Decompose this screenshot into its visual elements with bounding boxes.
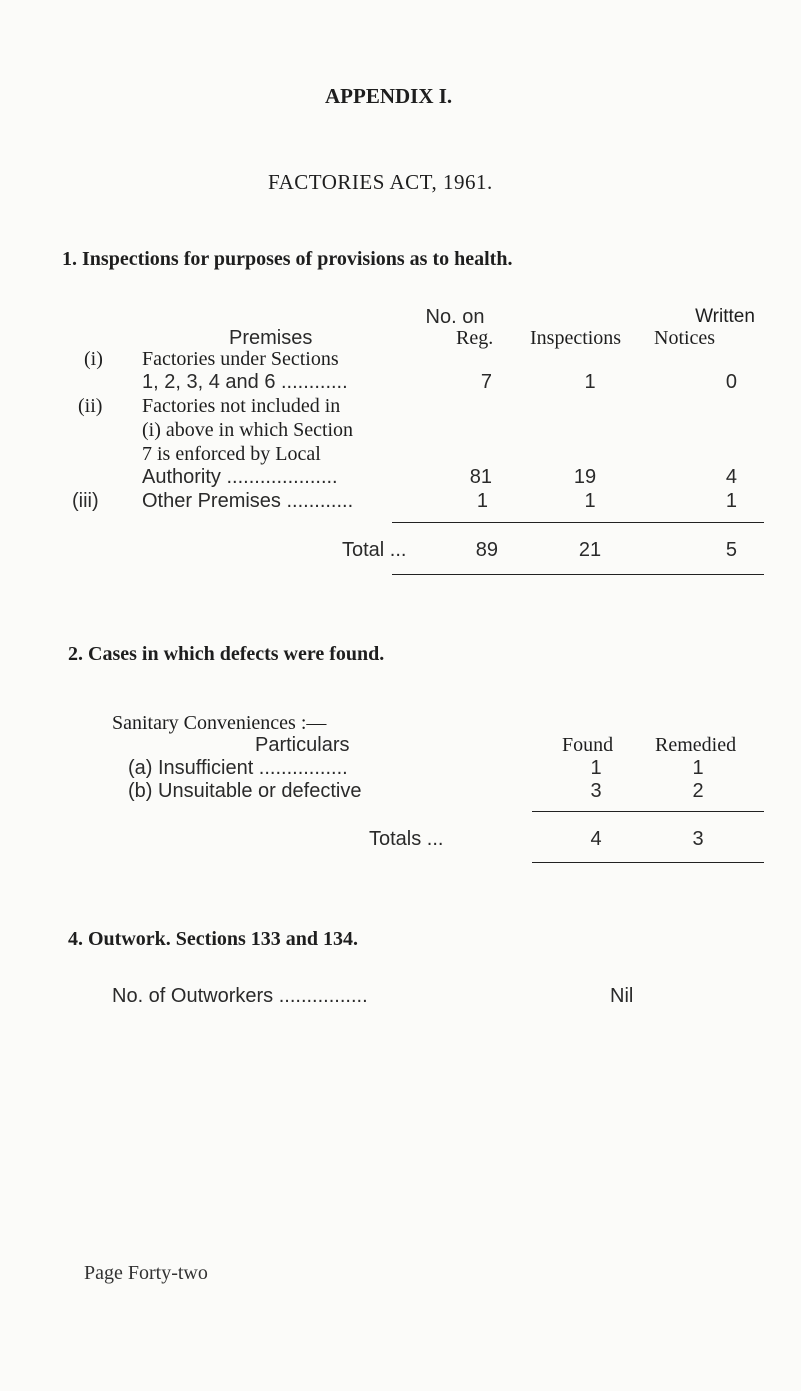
row-inspections-value: 19 bbox=[573, 466, 597, 488]
row-label-line: (i) above in which Section bbox=[142, 419, 354, 441]
col-remedied: Remedied bbox=[655, 734, 737, 756]
defect-row-remedied: 2 bbox=[692, 780, 704, 802]
col-written-line1: Written bbox=[695, 306, 755, 327]
row-reg-value: 1 bbox=[476, 490, 488, 512]
totals-bottom-rule bbox=[532, 862, 764, 863]
total-reg: 89 bbox=[475, 539, 498, 561]
defect-row-found: 3 bbox=[590, 780, 602, 802]
col-inspections: Inspections bbox=[530, 327, 622, 349]
row-notices-value: 4 bbox=[725, 466, 737, 488]
row-label-line: 1, 2, 3, 4 and 6 ............ bbox=[142, 371, 348, 393]
totals-label: Totals ... bbox=[369, 828, 444, 850]
row-notices-value: 1 bbox=[725, 490, 737, 512]
col-no-on-reg-line2: Reg. bbox=[456, 327, 494, 349]
totals-top-rule bbox=[532, 811, 764, 812]
defect-row-label: (a) Insufficient ................ bbox=[128, 757, 348, 779]
row-notices-value: 0 bbox=[725, 371, 737, 393]
row-label-line: Factories not included in bbox=[142, 395, 341, 417]
row-reg-value: 81 bbox=[469, 466, 492, 488]
total-top-rule bbox=[392, 522, 764, 523]
col-written-line2: Notices bbox=[654, 327, 716, 349]
total-bottom-rule bbox=[392, 574, 764, 575]
row-inspections-value: 1 bbox=[584, 490, 596, 512]
total-inspections: 21 bbox=[578, 539, 602, 561]
act-title: FACTORIES ACT, 1961. bbox=[268, 170, 493, 194]
section4-heading: 4. Outwork. Sections 133 and 134. bbox=[68, 928, 359, 950]
col-particulars: Particulars bbox=[255, 734, 350, 756]
section2-heading: 2. Cases in which defects were found. bbox=[68, 643, 385, 665]
row-label-line: Authority .................... bbox=[142, 466, 338, 488]
total-notices: 5 bbox=[725, 539, 737, 561]
row-number: (i) bbox=[84, 348, 103, 370]
defect-row-label: (b) Unsuitable or defective bbox=[128, 780, 362, 802]
total-label: Total ... bbox=[342, 539, 407, 561]
row-label-line: Factories under Sections bbox=[142, 348, 339, 370]
row-label-line: Other Premises ............ bbox=[142, 490, 354, 512]
defect-row-found: 1 bbox=[590, 757, 602, 779]
defect-row-remedied: 1 bbox=[692, 757, 704, 779]
section1-heading: 1. Inspections for purposes of provisions as to health. bbox=[62, 248, 513, 270]
page-footer: Page Forty-two bbox=[84, 1262, 208, 1284]
outworkers-label: No. of Outworkers ................ bbox=[112, 985, 368, 1007]
totals-remedied: 3 bbox=[692, 828, 704, 850]
outworkers-value: Nil bbox=[610, 985, 634, 1007]
row-number: (iii) bbox=[72, 490, 99, 512]
col-found: Found bbox=[562, 734, 614, 756]
col-premises: Premises bbox=[229, 327, 313, 349]
section2-subheading: Sanitary Conveniences :— bbox=[112, 712, 327, 734]
col-no-on-reg-line1: No. on bbox=[425, 306, 485, 328]
row-label-line: 7 is enforced by Local bbox=[142, 443, 321, 465]
row-number: (ii) bbox=[78, 395, 103, 417]
row-reg-value: 7 bbox=[480, 371, 492, 393]
appendix-title: APPENDIX I. bbox=[325, 84, 453, 108]
totals-found: 4 bbox=[590, 828, 602, 850]
row-inspections-value: 1 bbox=[584, 371, 596, 393]
